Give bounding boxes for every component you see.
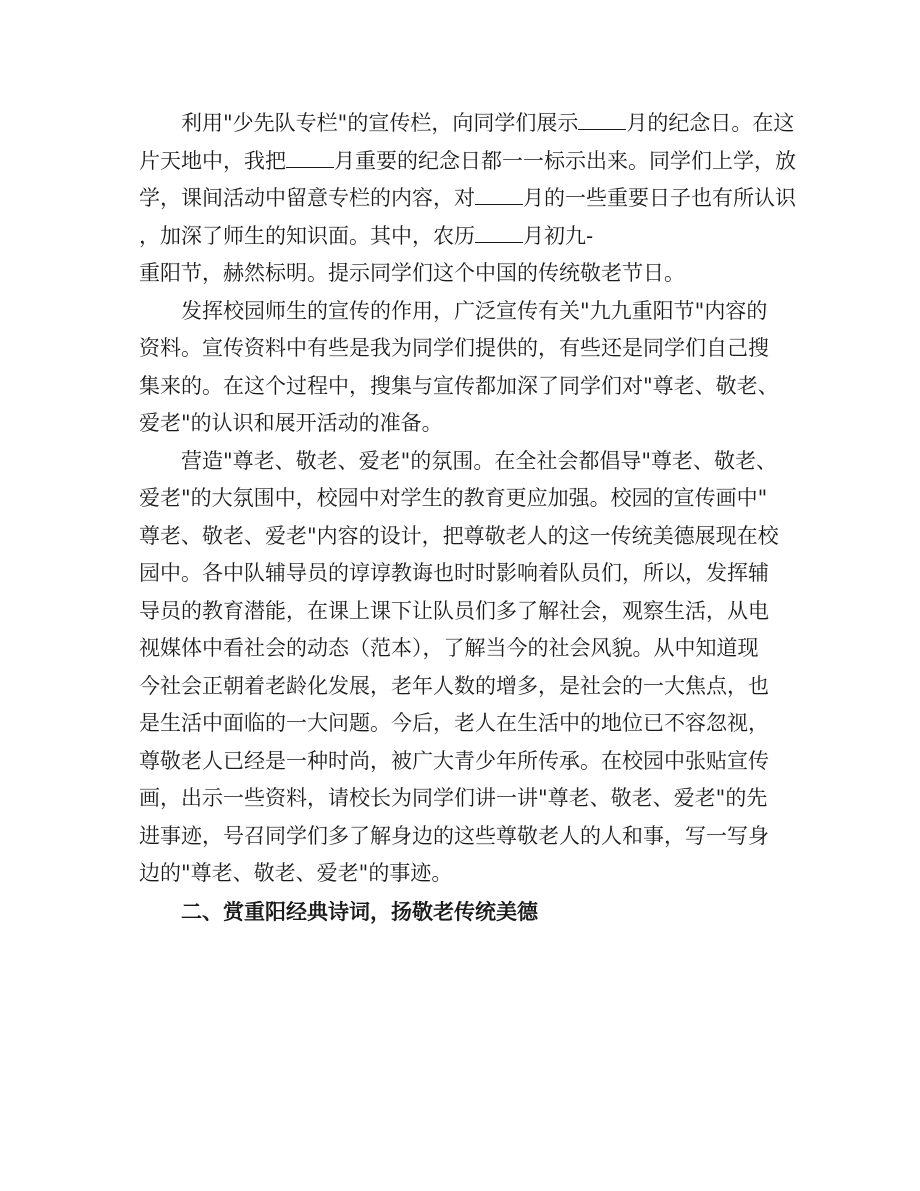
blank-underline xyxy=(475,225,523,243)
text-line: 进事迹，号召同学们多了解身边的这些尊敬老人的人和事，写一写身 xyxy=(139,823,769,848)
text-line: 今社会正朝着老龄化发展，老年人数的增多，是社会的一大焦点，也 xyxy=(139,673,769,698)
document-body xyxy=(139,105,796,930)
section-heading: 二、赏重阳经典诗词，扬敬老传统美德 xyxy=(181,898,538,924)
text-line: 尊敬老人已经是一种时尚，被广大青少年所传承。在校园中张贴宣传 xyxy=(139,748,769,773)
text-line: 是生活中面临的一大问题。今后，老人在生活中的地位已不容忽视， xyxy=(139,711,769,735)
text-line: 视媒体中看社会的动态（范本），了解当今的社会风貌。从中知道现 xyxy=(139,636,759,660)
text-line: 营造"尊老、敬老、爱老"的氛围。在全社会都倡导"尊老、敬老、 xyxy=(181,448,777,473)
text-line: 画，出示一些资料，请校长为同学们讲一讲"尊老、敬老、爱老"的先 xyxy=(139,786,768,810)
section-heading-block xyxy=(139,893,789,931)
text-line: ，加深了师生的知识面。其中，农历 月初九- xyxy=(139,223,594,248)
blank-underline xyxy=(578,112,626,130)
paragraph-3 xyxy=(139,443,789,893)
text-line: 导员的教育潜能，在课上课下让队员们多了解社会，观察生活，从电 xyxy=(139,598,769,623)
text-line: 集来的。在这个过程中，搜集与宣传都加深了同学们对"尊老、敬老、 xyxy=(139,373,779,398)
text-line: 利用"少先队专栏"的宣传栏，向同学们展示 月的纪念日。在这 xyxy=(181,111,795,135)
text-line: 资料。宣传资料中有些是我为同学们提供的，有些还是同学们自己搜 xyxy=(139,336,769,360)
text-line: 学，课间活动中留意专栏的内容，对 月的一些重要日子也有所认识 xyxy=(139,186,796,210)
text-line: 爱老"的认识和展开活动的准备。 xyxy=(139,411,443,435)
text-line: 片天地中，我把 月重要的纪念日都一一标示出来。同学们上学，放 xyxy=(139,148,796,173)
paragraph-1 xyxy=(139,105,796,293)
text-line: 边的"尊老、敬老、爱老"的事迹。 xyxy=(139,861,453,885)
text-line: 发挥校园师生的宣传的作用，广泛宣传有关"九九重阳节"内容的 xyxy=(181,298,768,323)
text-line: 尊老、敬老、爱老"内容的设计，把尊敬老人的这一传统美德展现在校 xyxy=(139,523,779,548)
text-line: 重阳节，赫然标明。提示同学们这个中国的传统敬老节日。 xyxy=(139,261,685,285)
text-line: 爱老"的大氛围中，校园中对学生的教育更应加强。校园的宣传画中" xyxy=(139,486,768,510)
paragraph-2 xyxy=(139,293,789,443)
text-line: 园中。各中队辅导员的谆谆教诲也时时影响着队员们，所以，发挥辅 xyxy=(139,561,769,585)
blank-underline xyxy=(286,150,334,168)
blank-underline xyxy=(475,187,523,205)
